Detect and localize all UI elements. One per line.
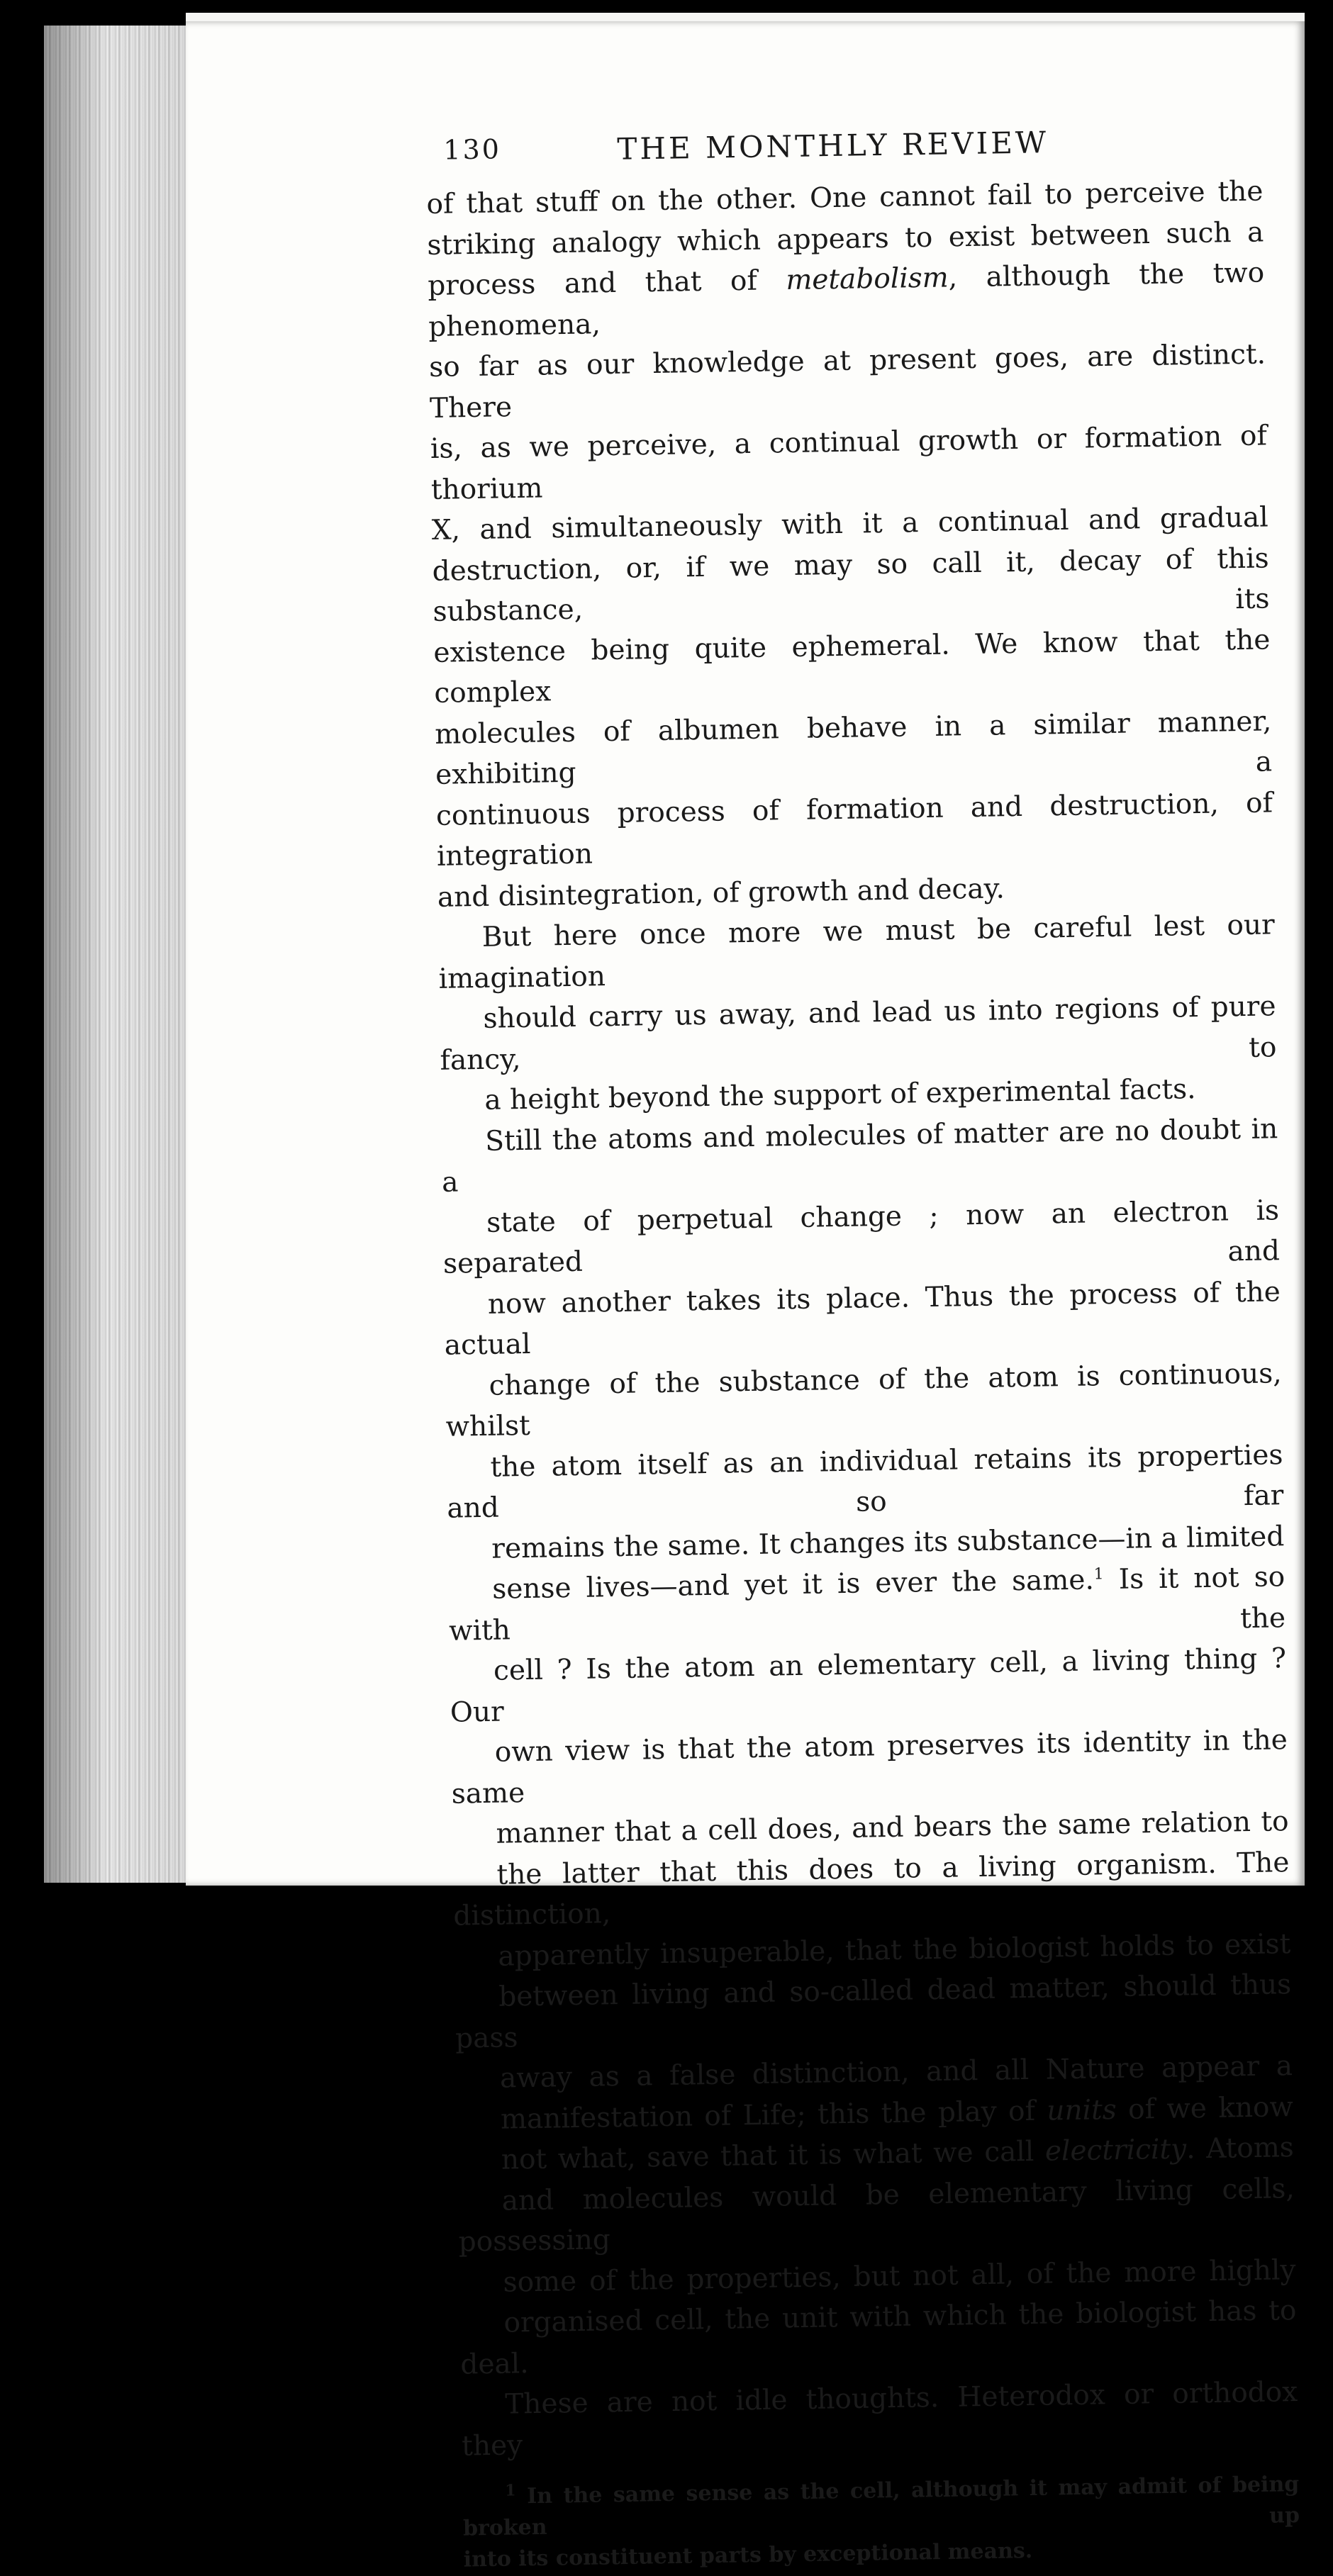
italic-term: metabolism [786,262,949,297]
text-line: apparently insuperable, that the biologist holds to exist [498,1927,1291,1973]
text-line: the atom itself as an individual retains its properties and so far [447,1438,1284,1525]
text-line: state of perpetual change ; now an electron is separated and [442,1194,1281,1280]
body-text [426,171,1298,2466]
text-line: striking analogy which appears to exist between such a [427,215,1264,262]
italic-term: electricity [1044,2133,1187,2168]
text-line: cell ? Is the atom an elementary cell, a living thing ? Our [450,1642,1287,1729]
text-line: manifestation of Life; this the play of units of we know [500,2090,1294,2136]
text-line: Still the atoms and molecules of matter are no doubt in a [441,1112,1278,1199]
text-line: sense lives—and yet it is ever the same.$^1$ Is it not so with the [448,1561,1286,1647]
text-line: destruction, or, if we may so call it, decay of this substance, its [432,542,1270,628]
text-line: remains the same. It changes its substance—in a limited [491,1520,1285,1565]
text-line: manner that a cell does, and bears the same relation to [496,1805,1289,1850]
text-line: away as a false distinction, and all Nature appear a [499,2050,1293,2095]
text-line: now another takes its place. Thus the process of the actual [444,1275,1281,1362]
text-line: and molecules would be elementary living cells, possessing [458,2172,1295,2258]
paragraph-3 [441,1109,1299,2467]
text-line: continuous process of formation and destruction, of integration [435,786,1273,873]
text-line: and disintegration, of growth and decay. [437,872,1005,914]
text-line: These are not idle thoughts. Heterodox or orthodox they [461,2376,1298,2463]
text-line: But here once more we must be careful lest our imagination [438,909,1276,995]
text-line: change of the substance of the atom is continuous, whilst [445,1357,1282,1443]
text-line: process and that of metabolism, although the two phenomena, [428,257,1265,343]
text-line: own view is that the atom preserves its identity in the same [451,1724,1288,1810]
text-line: a height beyond the support of experimental facts. [484,1073,1196,1116]
footnote-number: 1 [505,2481,516,2500]
text-line: so far as our knowledge at present goes, are distinct. There [428,338,1266,425]
paragraph-1 [426,171,1274,917]
text-line: some of the properties, but not all, of the more highly [503,2253,1296,2299]
text-line: of that stuff on the other. One cannot fail to perceive the [426,175,1264,220]
text-line: is, as we perceive, a continual growth or formation of thorium [430,420,1268,506]
footnote-marker: 1 [1093,1565,1104,1584]
text-line: X, and simultaneously with it a continual and gradual [431,501,1268,547]
running-title: THE MONTHLY REVIEW [616,125,1049,167]
text-line: should carry us away, and lead us into regions of pure fancy, to [440,990,1277,1077]
text-line: existence being quite ephemeral. We know that the complex [433,623,1271,710]
page-edge-shadow [44,26,200,1883]
text-line: the latter that this does to a living organism. The distinction, [453,1846,1290,1932]
text-line: organised cell, the unit with which the biologist has to deal. [460,2295,1297,2381]
footnote-line: $^1$ In the same sense as the cell, although it may admit of being broken up [462,2472,1300,2541]
italic-term: units [1046,2093,1117,2127]
page-content [425,121,1315,2575]
text-line: between living and so-called dead matter, should thus pass [454,1969,1292,2055]
footnote [462,2469,1300,2576]
footnote-line: into its constituent parts by exceptional means. [463,2538,1033,2572]
text-line: not what, save that it is what we call electricity. Atoms [501,2132,1295,2176]
page-number: 130 [442,133,502,166]
paragraph-2 [437,905,1277,1121]
text-line: molecules of albumen behave in a similar manner, exhibiting a [434,705,1273,791]
